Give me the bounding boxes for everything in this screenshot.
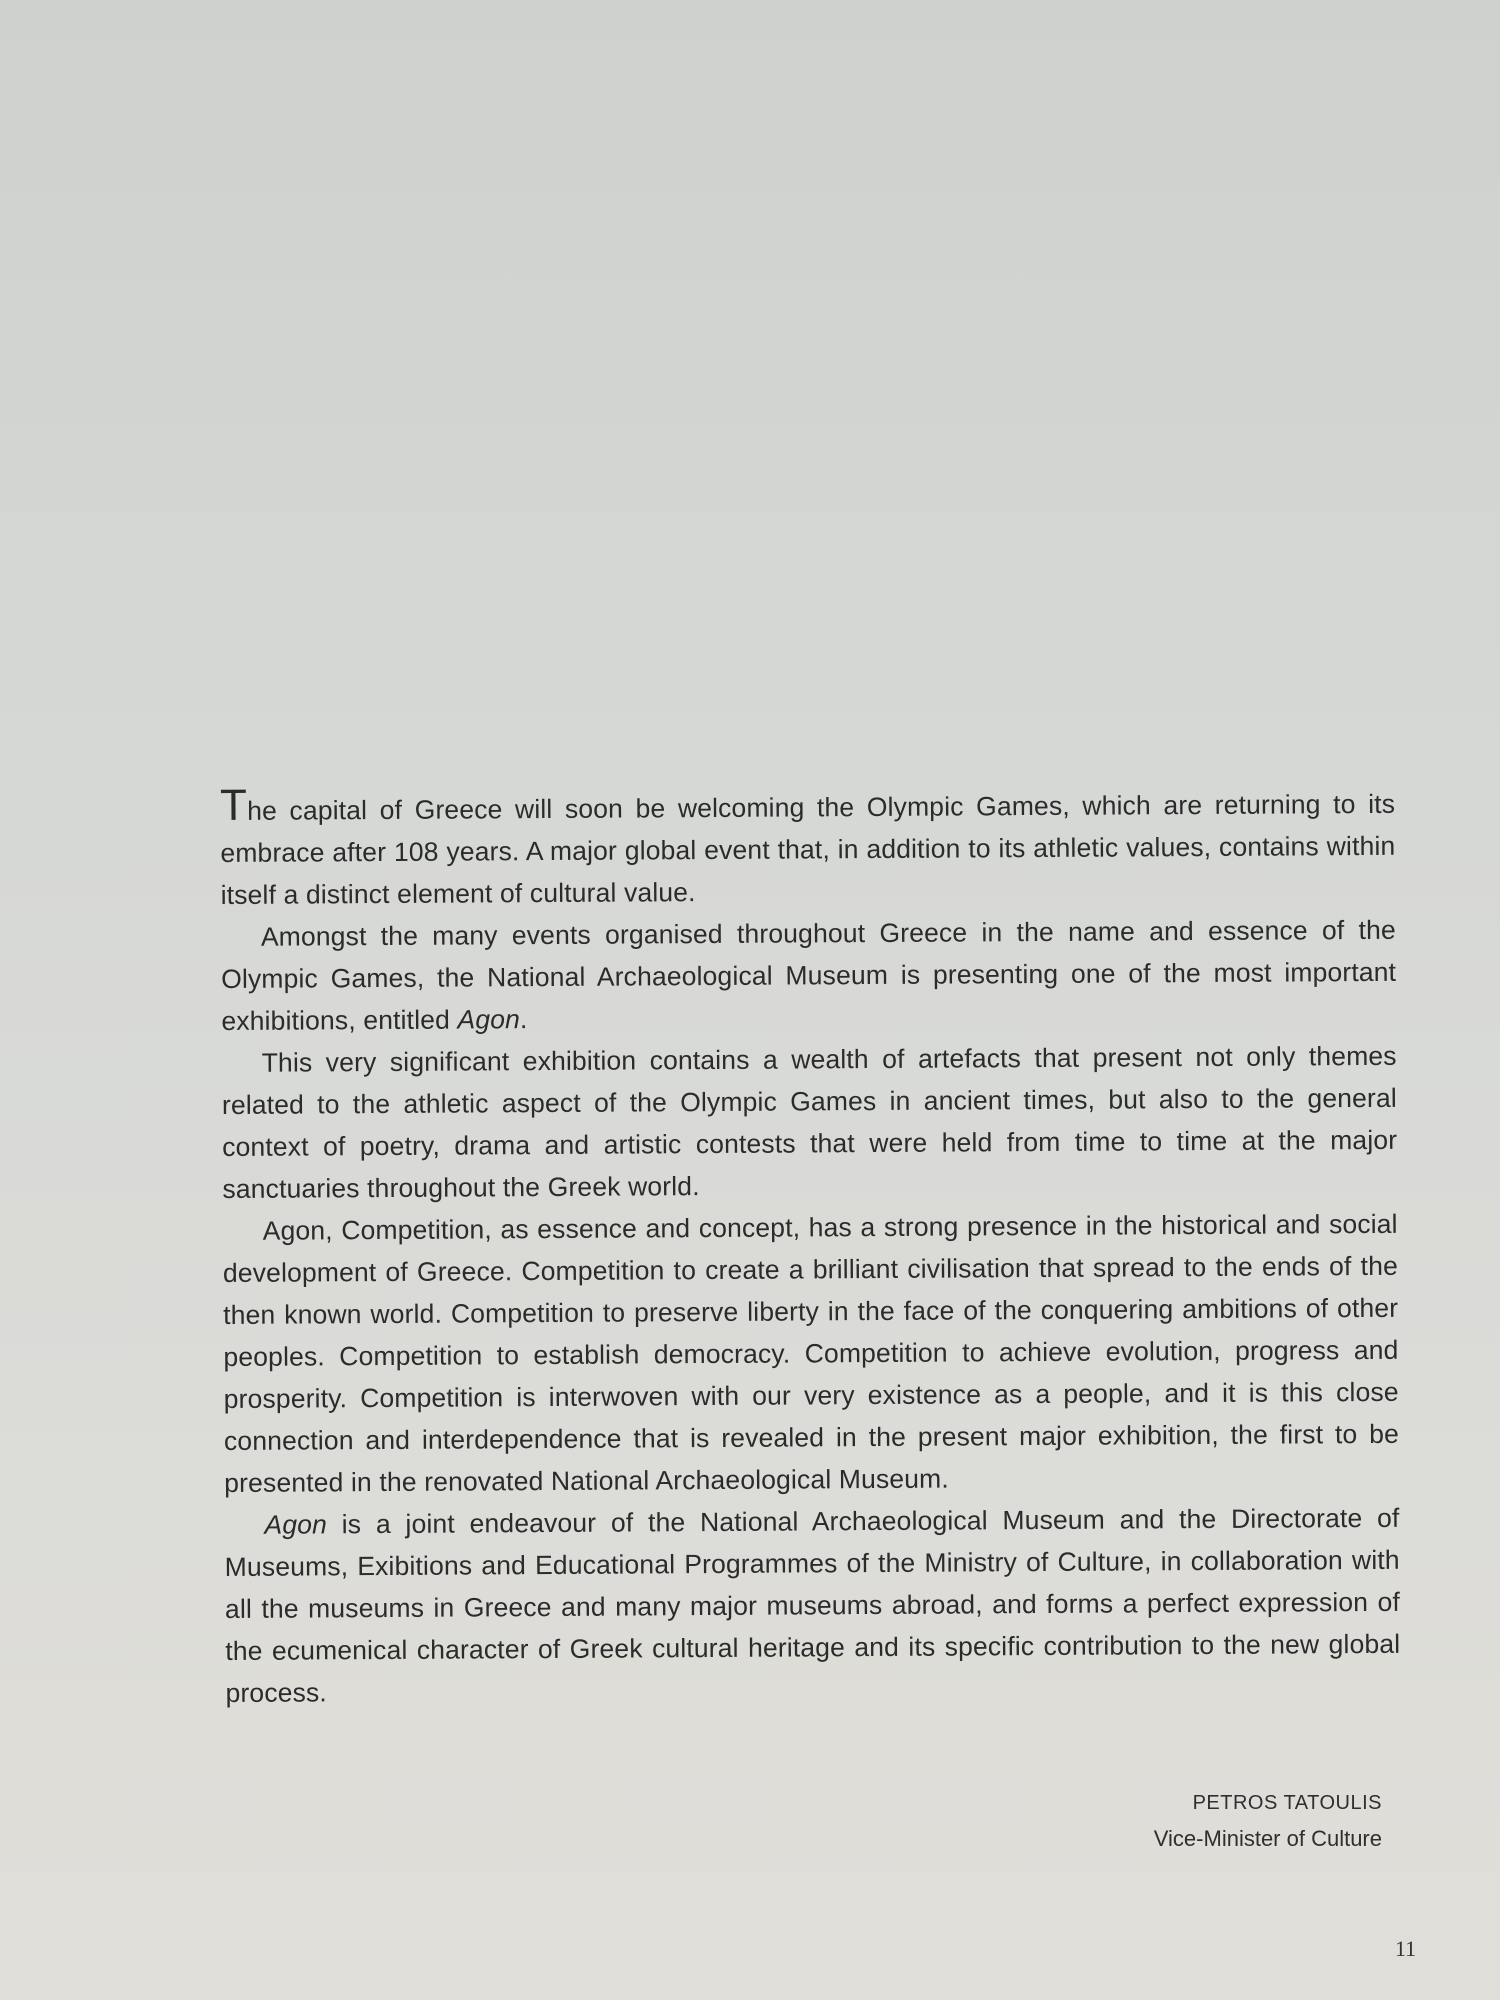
paragraph-text: This very significant exhibition contains a wealth of artefacts that present not only themes related to the athletic aspect of the Olympic Games in ancient times, but also to the general context of poetry, drama and artistic contests that were held from time to time at the major sanctuaries throughout the Greek world. bbox=[221, 1040, 1398, 1204]
paragraph-2 bbox=[221, 909, 1397, 1042]
signatory-name: PETROS TATOULIS bbox=[1192, 1792, 1382, 1814]
page-number: 11 bbox=[1395, 1936, 1417, 1961]
foreword-text bbox=[219, 780, 1401, 1714]
paragraph-text: is a joint endeavour of the National Archaeological Museum and the Directorate of Museums, Exibitions and Educational Programmes of the Ministry of Culture, in collaboration with all the museums in Greece and many major museums abroad, and forms a perfect expression of the ecumenical character of Greek cultural heritage and its specific contribution to the new global process. bbox=[224, 1502, 1401, 1708]
signature-block bbox=[1154, 1785, 1382, 1857]
paragraph-4 bbox=[223, 1203, 1400, 1504]
exhibition-title: Agon bbox=[457, 1004, 521, 1035]
paragraph-text: he capital of Greece will soon be welcoming the Olympic Games, which are returning to its embrace after 108 years. A major global event that, in addition to its athletic values, contains within itself a distinct element of cultural value. bbox=[220, 788, 1396, 910]
exhibition-title: Agon bbox=[264, 1509, 328, 1540]
paragraph-text: Amongst the many events organised throughout Greece in the name and essence of the Olympic Games, the National Archaeological Museum is presenting one of the most important exhibitions, entitled bbox=[221, 914, 1397, 1036]
paragraph-1 bbox=[219, 780, 1396, 916]
paragraph-5 bbox=[224, 1497, 1400, 1714]
signatory-title: Vice-Minister of Culture bbox=[1153, 1826, 1382, 1851]
paragraph-text-end: . bbox=[519, 1004, 528, 1035]
paragraph-3 bbox=[222, 1035, 1398, 1210]
paragraph-text: Agon, Competition, as essence and concept, has a strong presence in the historical and social development of Greece. Competition to create a brilliant civilisation that spread to the ends of the then known world. Competition to preserve liberty in the face of the conquering ambitions of other peoples. Competition to establish democracy. Competition to achieve evolution, progress and prosperity. Competition is interwoven with our very existence as a people, and it is this close connection and interdependence that is revealed in the present major exhibition, the first to be presented in the renovated National Archaeological Museum. bbox=[222, 1208, 1400, 1498]
drop-cap: T bbox=[219, 780, 248, 830]
